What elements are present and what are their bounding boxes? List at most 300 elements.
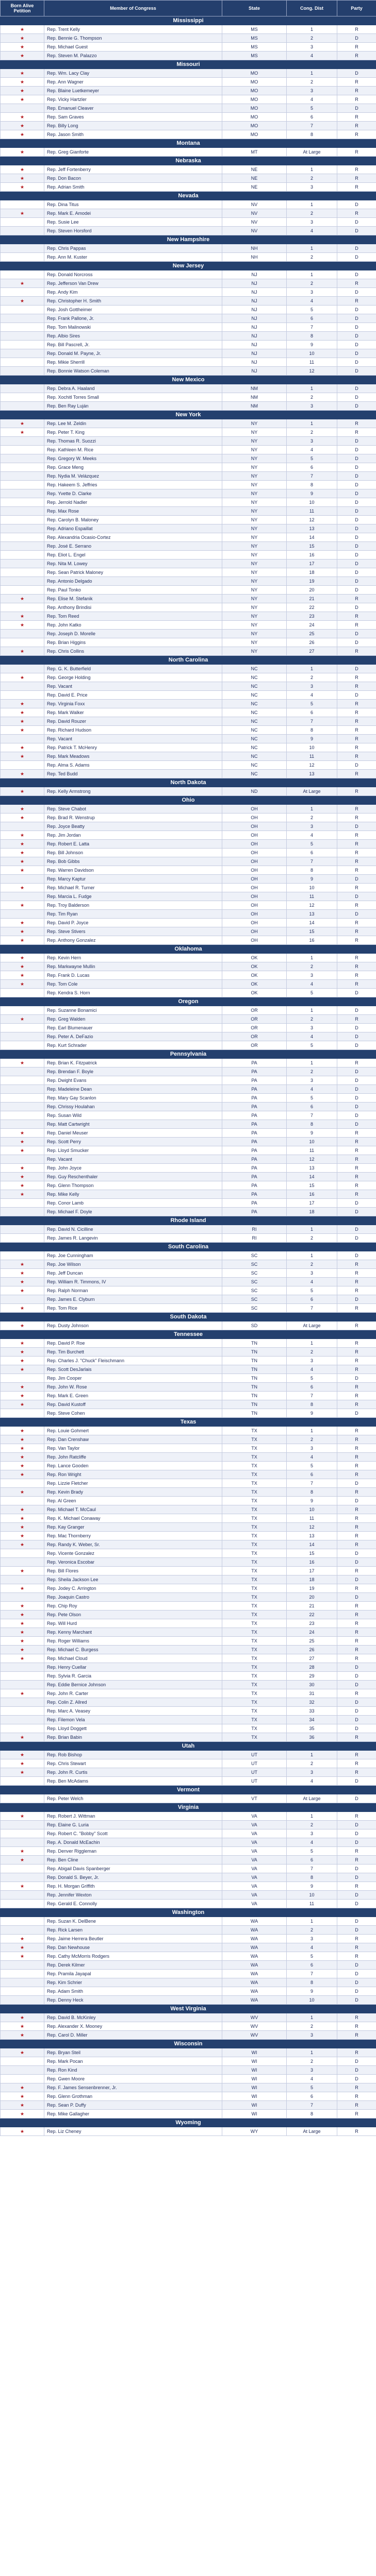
member-district: At Large <box>287 1321 337 1330</box>
star-icon: ★ <box>1 1532 44 1540</box>
star-icon <box>1 349 44 358</box>
member-district: 6 <box>287 1856 337 1865</box>
member-party: D <box>337 2057 376 2066</box>
member-state: OK <box>222 980 287 989</box>
table-row <box>1 1628 376 1637</box>
member-party: R <box>337 971 376 980</box>
member-state: WA <box>222 1935 287 1943</box>
member-name: Rep. Emanuel Cleaver <box>44 104 222 113</box>
member-name: Rep. Greg Walden <box>44 1015 222 1024</box>
table-row <box>1 1392 376 1400</box>
table-row <box>1 1514 376 1523</box>
member-name: Rep. Sean P. Duffy <box>44 2101 222 2110</box>
state-header-row <box>1 1418 376 1427</box>
member-name: Rep. Mike Gallagher <box>44 2110 222 2119</box>
table-row <box>1 1882 376 1891</box>
member-name: Rep. Mark E. Amodei <box>44 209 222 218</box>
member-name: Rep. Dan Newhouse <box>44 1943 222 1952</box>
table-row <box>1 1225 376 1234</box>
table-row <box>1 78 376 87</box>
member-state: MO <box>222 104 287 113</box>
table-row <box>1 1190 376 1199</box>
table-row <box>1 1838 376 1847</box>
member-district: 6 <box>287 314 337 323</box>
member-name: Rep. Joseph D. Morelle <box>44 630 222 638</box>
member-party: D <box>337 1111 376 1120</box>
state-header-row <box>1 656 376 665</box>
table-row <box>1 1584 376 1593</box>
star-icon <box>1 1794 44 1803</box>
member-party: R <box>337 1138 376 1146</box>
member-party: D <box>337 244 376 253</box>
star-icon: ★ <box>1 209 44 218</box>
member-district: 5 <box>287 840 337 849</box>
member-state: WY <box>222 2127 287 2136</box>
star-icon: ★ <box>1 2031 44 2040</box>
state-name: New Hampshire <box>1 235 376 244</box>
member-state: WI <box>222 2066 287 2075</box>
member-district: 4 <box>287 297 337 306</box>
member-name: Rep. Abigail Davis Spanberger <box>44 1865 222 1873</box>
member-state: TX <box>222 1619 287 1628</box>
member-state: WA <box>222 1987 287 1996</box>
table-row <box>1 1260 376 1269</box>
star-icon <box>1 507 44 516</box>
header-born-alive[interactable]: Born Alive Petition <box>1 1 44 16</box>
table-row <box>1 1383 376 1392</box>
member-name: Rep. Marc A. Veasey <box>44 1707 222 1716</box>
member-district: 18 <box>287 1208 337 1216</box>
member-party: R <box>337 1146 376 1155</box>
member-district: 3 <box>287 1024 337 1032</box>
member-state: WI <box>222 2092 287 2101</box>
table-row <box>1 209 376 218</box>
member-state: SC <box>222 1304 287 1313</box>
member-party: R <box>337 1400 376 1409</box>
star-icon: ★ <box>1 1304 44 1313</box>
member-party: D <box>337 910 376 919</box>
table-row <box>1 919 376 927</box>
member-district: 4 <box>287 2075 337 2083</box>
star-icon <box>1 1085 44 1094</box>
member-party: R <box>337 735 376 743</box>
table-row <box>1 1348 376 1357</box>
table-row <box>1 822 376 831</box>
table-row <box>1 2013 376 2022</box>
member-district: 1 <box>287 805 337 814</box>
member-state: TX <box>222 1611 287 1619</box>
star-icon <box>1 1208 44 1216</box>
star-icon <box>1 332 44 341</box>
star-icon: ★ <box>1 752 44 761</box>
member-district: 9 <box>287 1497 337 1505</box>
member-party: R <box>337 814 376 822</box>
member-party: R <box>337 1488 376 1497</box>
member-party: D <box>337 1724 376 1733</box>
header-party[interactable]: Party <box>337 1 376 16</box>
table-row <box>1 1453 376 1462</box>
member-district: 4 <box>287 1365 337 1374</box>
member-name: Rep. Dina Titus <box>44 200 222 209</box>
member-party: D <box>337 323 376 332</box>
member-party: R <box>337 1164 376 1173</box>
member-party: R <box>337 1812 376 1821</box>
member-state: NE <box>222 174 287 183</box>
member-state: MO <box>222 78 287 87</box>
star-icon <box>1 481 44 489</box>
star-icon <box>1 1978 44 1987</box>
table-row <box>1 901 376 910</box>
member-district: 24 <box>287 621 337 630</box>
member-district: 11 <box>287 1514 337 1523</box>
star-icon <box>1 1032 44 1041</box>
member-name: Rep. Ann M. Kuster <box>44 253 222 262</box>
table-row <box>1 481 376 489</box>
member-name: Rep. Carolyn B. Maloney <box>44 516 222 524</box>
star-icon: ★ <box>1 2083 44 2092</box>
star-icon: ★ <box>1 1146 44 1155</box>
table-row <box>1 113 376 122</box>
star-icon <box>1 630 44 638</box>
member-state: NC <box>222 708 287 717</box>
star-icon: ★ <box>1 113 44 122</box>
member-name: Rep. Bill Flores <box>44 1567 222 1575</box>
member-name: Rep. John W. Rose <box>44 1383 222 1392</box>
member-party: R <box>337 2083 376 2092</box>
member-district: 1 <box>287 1251 337 1260</box>
member-party: R <box>337 919 376 927</box>
member-party: R <box>337 1269 376 1278</box>
star-icon <box>1 542 44 551</box>
member-name: Rep. Robert E. Latta <box>44 840 222 849</box>
state-name: Tennessee <box>1 1330 376 1339</box>
member-name: Rep. Jaime Herrera Beutler <box>44 1935 222 1943</box>
member-party: R <box>337 1628 376 1637</box>
member-name: Rep. Ben Ray Luján <box>44 402 222 411</box>
member-party: D <box>337 314 376 323</box>
member-party: R <box>337 1847 376 1856</box>
member-name: Rep. K. Michael Conaway <box>44 1514 222 1523</box>
star-icon: ★ <box>1 743 44 752</box>
member-state: OR <box>222 1006 287 1015</box>
member-name: Rep. Cathy McMorris Rodgers <box>44 1952 222 1961</box>
member-state: OK <box>222 962 287 971</box>
member-name: Rep. Josh Gottheimer <box>44 306 222 314</box>
star-icon <box>1 1970 44 1978</box>
member-state: OH <box>222 901 287 910</box>
table-row <box>1 1646 376 1654</box>
table-row <box>1 183 376 192</box>
member-district: 31 <box>287 1689 337 1698</box>
star-icon <box>1 1663 44 1672</box>
member-party: D <box>337 341 376 349</box>
table-row <box>1 1470 376 1479</box>
member-party: D <box>337 1032 376 1041</box>
member-state: OH <box>222 822 287 831</box>
member-name: Rep. Brian Babin <box>44 1733 222 1742</box>
member-party: R <box>337 122 376 130</box>
star-icon <box>1 200 44 209</box>
member-name: Rep. Chris Collins <box>44 647 222 656</box>
table-row <box>1 927 376 936</box>
member-state: NV <box>222 227 287 235</box>
member-party: R <box>337 1383 376 1392</box>
star-icon: ★ <box>1 770 44 778</box>
table-row <box>1 700 376 708</box>
star-icon <box>1 384 44 393</box>
table-row <box>1 630 376 638</box>
member-district: 1 <box>287 244 337 253</box>
state-header-row <box>1 192 376 200</box>
header-district[interactable]: Cong. Dist <box>287 1 337 16</box>
state-name: Vermont <box>1 1786 376 1794</box>
state-header-row <box>1 139 376 148</box>
member-party: D <box>337 2075 376 2083</box>
member-state: PA <box>222 1085 287 1094</box>
state-header-row <box>1 16 376 25</box>
member-party: D <box>337 1593 376 1602</box>
member-state: MO <box>222 130 287 139</box>
member-state: NY <box>222 481 287 489</box>
member-district: 14 <box>287 533 337 542</box>
star-icon <box>1 638 44 647</box>
state-header-row <box>1 796 376 805</box>
star-icon: ★ <box>1 814 44 822</box>
state-header-row <box>1 1803 376 1812</box>
table-row <box>1 752 376 761</box>
member-state: NC <box>222 682 287 691</box>
member-party: R <box>337 1470 376 1479</box>
member-state: SC <box>222 1295 287 1304</box>
table-row <box>1 665 376 673</box>
member-party: R <box>337 1129 376 1138</box>
star-icon: ★ <box>1 1654 44 1663</box>
state-name: Nebraska <box>1 157 376 165</box>
member-name: Rep. Ben Cline <box>44 1856 222 1865</box>
member-district: 2 <box>287 1015 337 1024</box>
table-row <box>1 910 376 919</box>
table-row <box>1 866 376 875</box>
state-name: New Jersey <box>1 262 376 270</box>
member-district: 2 <box>287 2022 337 2031</box>
member-name: Rep. Wm. Lacy Clay <box>44 69 222 78</box>
table-row <box>1 34 376 43</box>
star-icon: ★ <box>1 2101 44 2110</box>
table-row <box>1 454 376 463</box>
table-row <box>1 1409 376 1418</box>
star-icon <box>1 446 44 454</box>
member-name: Rep. Tom Cole <box>44 980 222 989</box>
star-icon: ★ <box>1 174 44 183</box>
state-name: West Virginia <box>1 2005 376 2013</box>
member-name: Rep. Adam Smith <box>44 1987 222 1996</box>
member-party: R <box>337 1462 376 1470</box>
table-row <box>1 2101 376 2110</box>
member-name: Rep. Vicente Gonzalez <box>44 1549 222 1558</box>
table-row <box>1 437 376 446</box>
state-header-row <box>1 235 376 244</box>
table-row <box>1 1505 376 1514</box>
member-name: Rep. Ann Wagner <box>44 78 222 87</box>
member-party: R <box>337 1654 376 1663</box>
state-header-row <box>1 1742 376 1751</box>
member-state: NH <box>222 244 287 253</box>
table-row <box>1 393 376 402</box>
member-name: Rep. Michael T. McCaul <box>44 1505 222 1514</box>
member-party: D <box>337 1926 376 1935</box>
table-row <box>1 1812 376 1821</box>
member-party: R <box>337 1567 376 1575</box>
member-name: Rep. Sheila Jackson Lee <box>44 1575 222 1584</box>
member-state: TX <box>222 1724 287 1733</box>
member-party: D <box>337 551 376 560</box>
member-district: 12 <box>287 516 337 524</box>
star-icon: ★ <box>1 1689 44 1698</box>
member-state: SD <box>222 1321 287 1330</box>
member-party: D <box>337 507 376 516</box>
table-row <box>1 1085 376 1094</box>
member-district: 7 <box>287 1304 337 1313</box>
member-name: Rep. Kevin Brady <box>44 1488 222 1497</box>
member-district: At Large <box>287 1794 337 1803</box>
member-district: 12 <box>287 761 337 770</box>
table-row <box>1 814 376 822</box>
table-row <box>1 1094 376 1103</box>
member-district: 6 <box>287 1470 337 1479</box>
member-party: R <box>337 43 376 52</box>
member-name: Rep. Vicky Hartzler <box>44 95 222 104</box>
star-icon <box>1 1672 44 1681</box>
star-icon <box>1 1917 44 1926</box>
member-party: R <box>337 1321 376 1330</box>
member-name: Rep. Van Taylor <box>44 1444 222 1453</box>
member-district: At Large <box>287 787 337 796</box>
table-row <box>1 787 376 796</box>
member-party: R <box>337 130 376 139</box>
star-icon <box>1 341 44 349</box>
star-icon: ★ <box>1 87 44 95</box>
table-row <box>1 1567 376 1575</box>
header-state[interactable]: State <box>222 1 287 16</box>
member-state: OH <box>222 919 287 927</box>
table-row <box>1 25 376 34</box>
member-district: 4 <box>287 980 337 989</box>
member-name: Rep. Michael C. Burgess <box>44 1646 222 1654</box>
member-district: 3 <box>287 682 337 691</box>
member-party: R <box>337 1190 376 1199</box>
member-name: Rep. Michael F. Doyle <box>44 1208 222 1216</box>
member-district: 16 <box>287 1190 337 1199</box>
member-party: D <box>337 1838 376 1847</box>
member-name: Rep. Patrick T. McHenry <box>44 743 222 752</box>
star-icon: ★ <box>1 1646 44 1654</box>
member-district: 1 <box>287 1006 337 1015</box>
star-icon: ★ <box>1 1602 44 1611</box>
member-district: 4 <box>287 446 337 454</box>
member-state: NY <box>222 489 287 498</box>
member-state: OH <box>222 875 287 884</box>
member-party: D <box>337 1672 376 1681</box>
star-icon: ★ <box>1 428 44 437</box>
member-state: WA <box>222 1926 287 1935</box>
member-state: TN <box>222 1383 287 1392</box>
member-state: NY <box>222 551 287 560</box>
star-icon <box>1 437 44 446</box>
star-icon <box>1 1821 44 1829</box>
table-row <box>1 857 376 866</box>
state-header-row <box>1 262 376 270</box>
star-icon: ★ <box>1 1444 44 1453</box>
star-icon <box>1 1199 44 1208</box>
member-name: Rep. Scott Perry <box>44 1138 222 1146</box>
star-icon: ★ <box>1 1059 44 1067</box>
member-state: WV <box>222 2022 287 2031</box>
star-icon: ★ <box>1 1164 44 1173</box>
member-party: R <box>337 962 376 971</box>
member-state: NY <box>222 560 287 568</box>
member-state: TX <box>222 1435 287 1444</box>
star-icon: ★ <box>1 1435 44 1444</box>
member-state: NC <box>222 673 287 682</box>
star-icon <box>1 227 44 235</box>
state-name: North Dakota <box>1 778 376 787</box>
member-name: Rep. Ben McAdams <box>44 1777 222 1786</box>
member-name: Rep. David P. Roe <box>44 1339 222 1348</box>
member-name: Rep. Adrian Smith <box>44 183 222 192</box>
star-icon <box>1 489 44 498</box>
header-member[interactable]: Member of Congress <box>44 1 222 16</box>
member-state: TX <box>222 1497 287 1505</box>
member-name: Rep. Sean Patrick Maloney <box>44 568 222 577</box>
member-district: 2 <box>287 1759 337 1768</box>
member-district: 17 <box>287 1567 337 1575</box>
member-state: OK <box>222 989 287 997</box>
member-party: D <box>337 630 376 638</box>
member-state: OH <box>222 866 287 875</box>
table-row <box>1 498 376 507</box>
member-party: D <box>337 1024 376 1032</box>
table-row <box>1 446 376 454</box>
table-row <box>1 472 376 481</box>
table-row <box>1 743 376 752</box>
member-party: R <box>337 1392 376 1400</box>
star-icon <box>1 1873 44 1882</box>
member-district: 8 <box>287 866 337 875</box>
member-name: Rep. Robert J. Wittman <box>44 1812 222 1821</box>
member-party: R <box>337 87 376 95</box>
member-state: PA <box>222 1146 287 1155</box>
state-header-row <box>1 945 376 954</box>
member-name: Rep. Lizzie Fletcher <box>44 1479 222 1488</box>
member-district: 5 <box>287 1286 337 1295</box>
table-row <box>1 1733 376 1742</box>
member-name: Rep. Donald M. Payne, Jr. <box>44 349 222 358</box>
member-district: 2 <box>287 1067 337 1076</box>
member-state: OH <box>222 936 287 945</box>
table-row <box>1 2022 376 2031</box>
member-district: 3 <box>287 437 337 446</box>
table-row <box>1 1961 376 1970</box>
member-district: 1 <box>287 419 337 428</box>
star-icon <box>1 1374 44 1383</box>
state-header-row <box>1 1313 376 1321</box>
member-state: NY <box>222 446 287 454</box>
member-state: NY <box>222 524 287 533</box>
member-name: Rep. Billy Long <box>44 122 222 130</box>
member-name: Rep. James E. Clyburn <box>44 1295 222 1304</box>
member-district: 6 <box>287 2092 337 2101</box>
member-name: Rep. David E. Price <box>44 691 222 700</box>
